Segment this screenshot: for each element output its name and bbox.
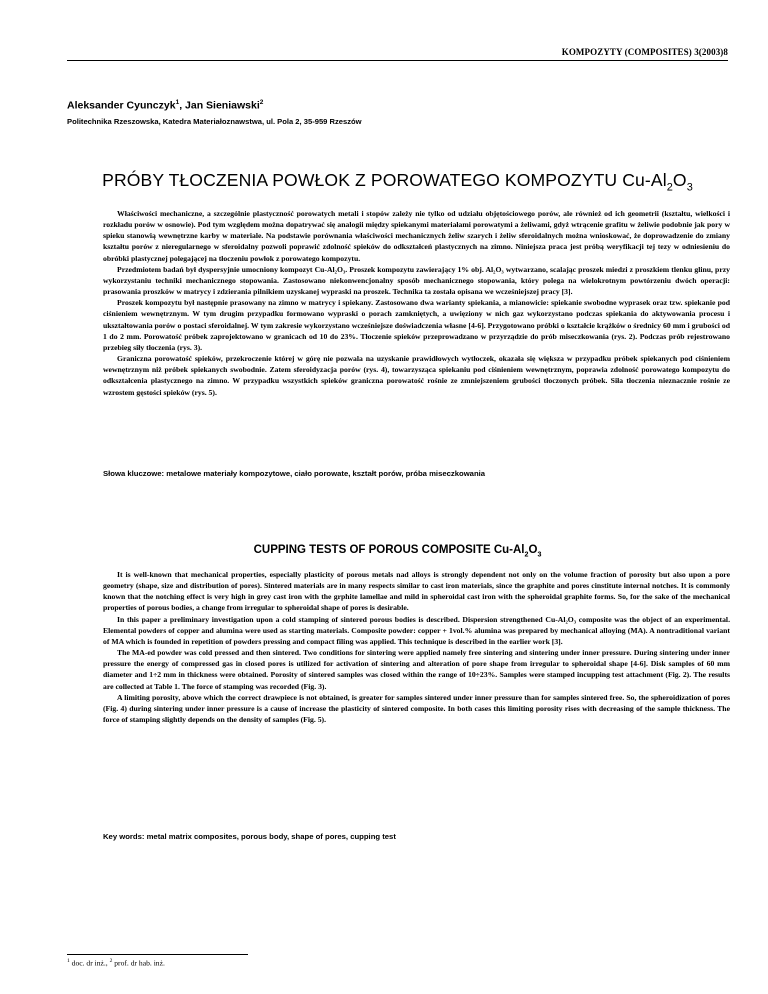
footnote-rule [67,954,248,955]
abstract-english [103,569,730,725]
abstract-pl-paragraph: Przedmiotem badań był dyspersyjnie umocniony kompozyt Cu-Al₂O₃. Proszek kompozytu zawierający 1% obj. Al₂O₃ wytwarzano, scalając proszek miedzi z proszkiem tlenku glinu, przy wykorzystaniu techniki mechanicznego stopowania. Zastosowano niekonwencjonalny sposób mechanicznego stopowania, który polega na wielokrotnym powtórzeniu dwóch operacji: prasowania proszków w matrycy i zdzierania pilnikiem uzyskanej wypraski na proszek. Technika ta została opisana we wcześniejszej pracy [3]. [103,264,730,297]
footnote-mark-1: 1 [67,958,70,964]
title-pl-main: PRÓBY TŁOCZENIA POWŁOK Z POROWATEGO KOMPOZYTU Cu-Al [102,170,667,190]
author-1-sup: 1 [175,99,180,106]
author-2: Jan Sieniawski [185,99,260,112]
header-rule [67,60,728,61]
abstract-en-paragraph: It is well-known that mechanical properties, especially plasticity of porous metals nad alloys is strongly dependent not only on the volume fraction of porosity but also upon a pore geometry (shape, size and distribution of pores). Sintered materials are in many respects similar to cast iron materials, since the graphite and pores cinstitute internal notches. It is commonly known that the notching effect is very high in grey cast iron with the grphite lamellae and mild in spheroidal cast iron with the spheroidal graphite forms. So, for the sake of the mechanical properties of porous bodies, a change from irregular to spheroidal shape of pores is desirable. [103,570,730,613]
abstract-polish [103,208,730,398]
abstract-pl-paragraph: Graniczna porowatość spieków, przekroczenie której w górę nie pozwala na uzyskanie prawidłowych wytłoczek, okazała się większa w przypadku próbek spiekanych pod ciśnieniem wewnętrznym niż próbek spiekanych swobodnie. Zatem sferoidyzacja porów (rys. 4), towarzysząca spiekaniu pod ciśnieniem wewnętrznym, poprawia zdolność porowatego kompozytu do odkształcenia plastycznego na zimno. W przypadku wszystkich spieków graniczna porowatość rośnie ze zmniejszeniem grubości tłoczonych próbek. Siła tłoczenia nieznacznie rośnie ze wzrostem gęstości spieków (rys. 5). [103,354,730,397]
abstract-pl-paragraph: Właściwości mechaniczne, a szczególnie plastyczność porowatych metali i stopów zależy nie tylko od udziału objętościowego porów, ale również od ich geometrii (kształtu, wielkości i rozkładu porów w osnowie). Pod tym względem można dopatrywać się analogii między spiekanymi materiałami porowatymi a żeliwami, gdyż wtrącenie grafitu w żeliwie podobnie jak pory w spieku stanowią wewnętrzne karby w materiale. Na podstawie porównania właściwości mechanicznych żeliw szarych i żeliw sferoidalnych można wnioskować, że doprowadzenie do zmiany kształtu porów z nieregularnego w sferoidalny pozwoli poprawić zdolność spieków do odkształceń plastycznych na zimno. Niniejsza praca jest próbą weryfikacji tej tezy w odniesieniu do obróbki plastycznej polegającej na tłoczeniu powłok z porowatego kompozytu. [103,209,730,263]
abstract-en-paragraph: The MA-ed powder was cold pressed and then sintered. Two conditions for sintering were applied namely free sintering and sintering under inner pressure. During sintering under inner pressure the energy of compressed gas in closed pores is utilized for activation of sintering and alteration of pore shape from irregular to spheroidal shape [4-6]. Disk samples of 60 mm diameter and 1÷2 mm in thickness were obtained. Porosity of sintered samples was closed within the range of 10÷23%. Samples were stamped incupping test attachment (Fig. 2). The results are collected at Table 1. The force of stamping was recorded (Fig. 3). [103,648,730,691]
keywords-polish [103,469,485,478]
title-english [67,544,728,558]
title-en-sub1: 2 [524,550,529,559]
abstract-pl-paragraph: Proszek kompozytu był następnie prasowany na zimno w matrycy i spiekany. Zastosowano dwa warianty spiekania, a mianowicie: spiekanie swobodne wyprasek oraz tzw. spiekanie pod ciśnieniem wewnętrznym. W tym drugim przypadku formowano wypraski o porach zamkniętych, a uwięziony w nich gaz wykorzystano podczas spiekania do aktywowania procesu i ukształtowania porów o postaci sferoidalnej. W tym zakresie wykorzystano wcześniejsze doświadczenia własne [4-6]. Przygotowano próbki o kształcie krążków o średnicy 60 mm i grubości od 1 do 2 mm. Porowatość próbek zaprojektowano w granicach od 10 do 23%. Tłoczenie spieków przeprowadzano w przyrządzie do prób miseczkowania (rys. 2). Podczas prób rejestrowano przebieg siły tłoczenia (rys. 3). [103,298,730,352]
footnote-text-2: prof. dr hab. inż. [112,958,165,968]
journal-header: KOMPOZYTY (COMPOSITES) 3(2003)8 [561,47,728,57]
keywords-en-text: metal matrix composites, porous body, shape of pores, cupping test [146,832,396,841]
footnote-text-1: doc. dr inż., [69,958,110,968]
footnote [67,958,165,968]
keywords-english [103,832,396,841]
footnote-mark-2: 2 [109,958,113,964]
title-en-mid: O [528,544,538,556]
title-pl-mid: O [672,170,687,190]
title-en-main: CUPPING TESTS OF POROUS COMPOSITE Cu-Al [253,544,525,556]
keywords-en-label: Key words: [103,832,145,841]
authors [67,99,263,112]
abstract-en-paragraph: A limiting porosity, above which the correct drawpiece is not obtained, is greater for samples sintered under inner pressure than for samples sintered free. So, the spheroidization of pores (Fig. 4) during sintering under inner pressure is a cause of increase the plasticity of sintered composite. In both cases this limiting porosity rises with decreasing of the sample thickness. The force of stamping slightly depends on the density of samples (Fig. 5). [103,692,730,725]
abstract-en-paragraph: In this paper a preliminary investigation upon a cold stamping of sintered porous bodies is described. Dispersion strengthened Cu-Al₂O₃ composite was the object of an experimental. Elemental powders of copper and alumina were used as starting materials. Composite powder: copper + 1vol.% alumina was prepared by mechanical alloying (MA). A nontraditional variant of MA which is founded in repetition of powders pressing and compact filing was applied. This technique is described in the earlier work [3]. [103,614,730,646]
keywords-pl-text: metalowe materiały kompozytowe, ciało porowate, kształt porów, próba miseczkowania [166,469,486,478]
title-en-sub2: 3 [537,550,542,559]
title-polish [67,170,728,194]
title-pl-sub1: 2 [666,181,673,194]
affiliation: Politechnika Rzeszowska, Katedra Materiałoznawstwa, ul. Pola 2, 35-959 Rzeszów [67,117,362,126]
author-separator: , [179,99,186,112]
author-1: Aleksander Cyunczyk [67,99,176,112]
title-pl-sub2: 3 [686,181,693,194]
keywords-pl-label: Słowa kluczowe: [103,469,165,478]
author-2-sup: 2 [259,99,264,106]
